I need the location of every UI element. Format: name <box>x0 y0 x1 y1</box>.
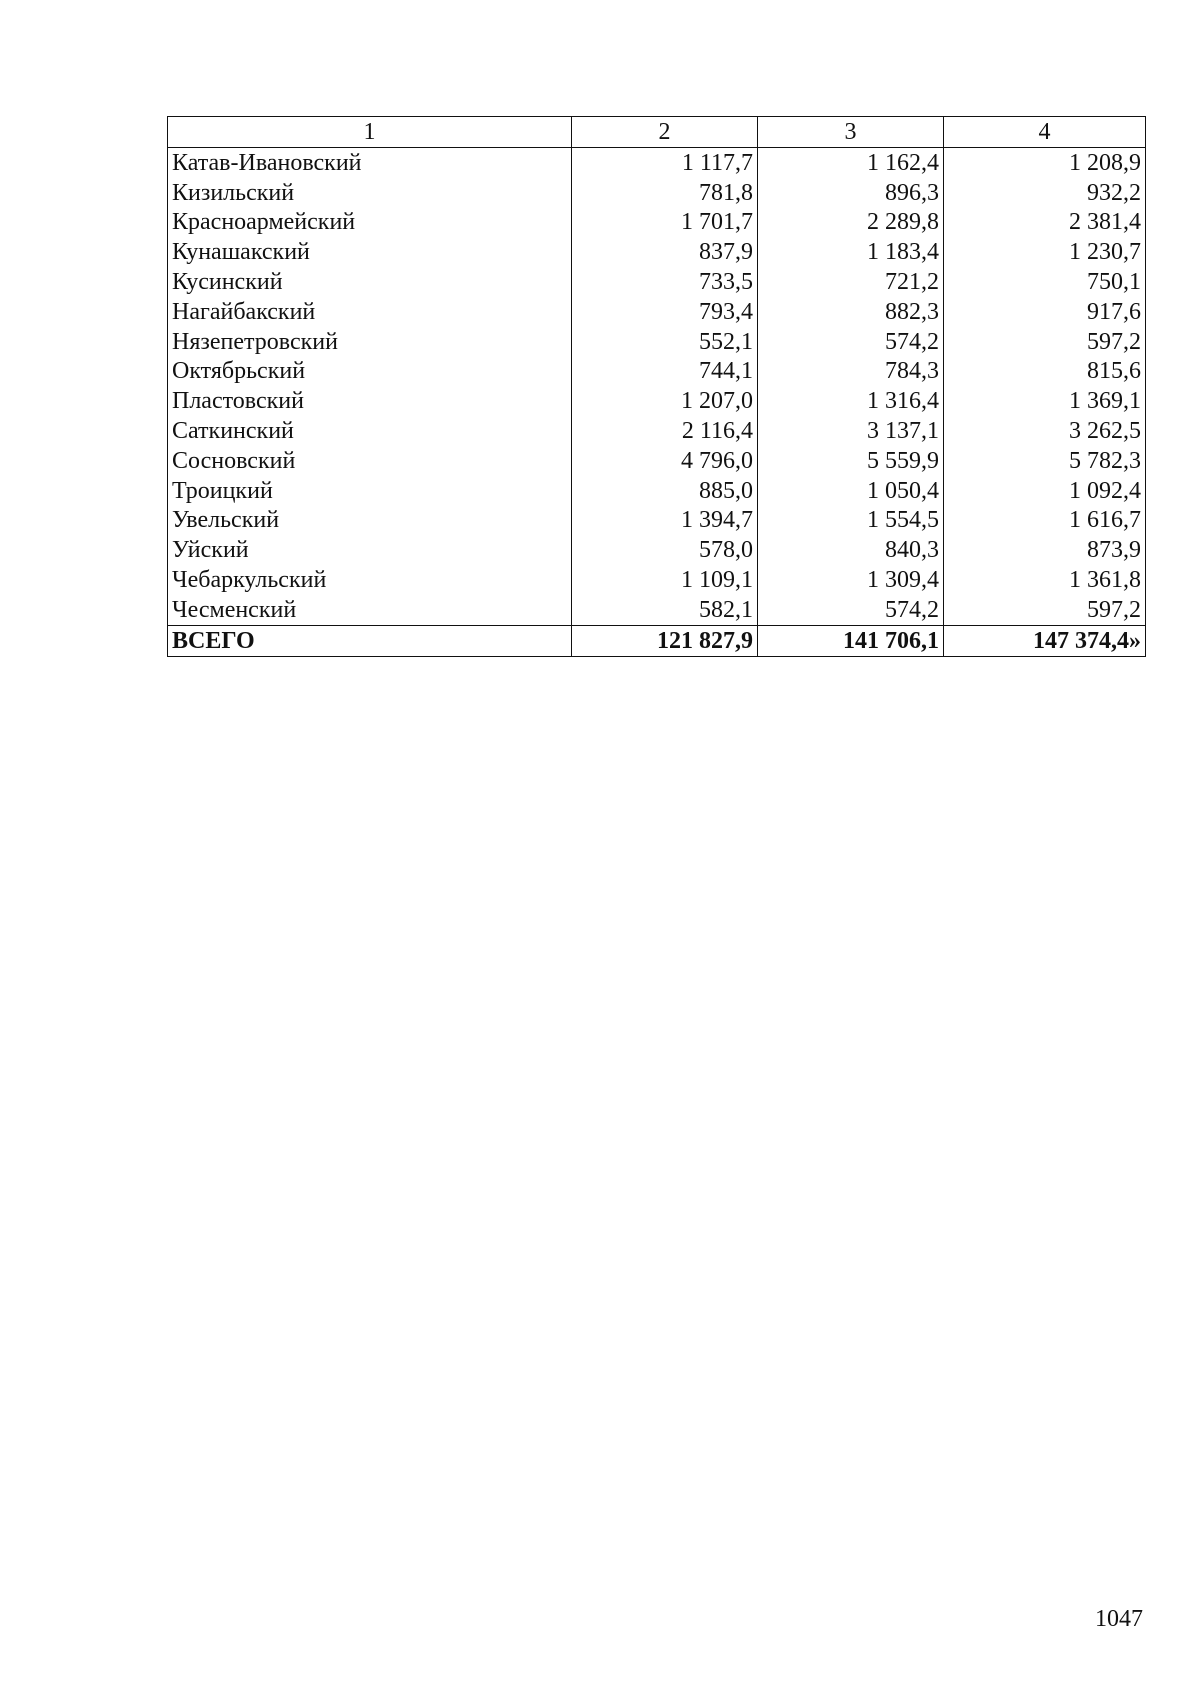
table-row <box>168 208 1146 238</box>
value-cell-col4: 1 230,7 <box>944 237 1146 267</box>
value-cell-col4: 597,2 <box>944 595 1146 625</box>
table-header <box>168 117 1146 148</box>
district-name-cell: Уйский <box>168 535 572 565</box>
value-cell-col2: 1 701,7 <box>572 208 758 238</box>
value-cell-col2: 1 109,1 <box>572 565 758 595</box>
value-cell-col3: 1 309,4 <box>758 565 944 595</box>
value-cell-col4: 873,9 <box>944 535 1146 565</box>
total-cell-col3: 141 706,1 <box>758 625 944 656</box>
column-header-4: 4 <box>944 117 1146 148</box>
value-cell-col4: 597,2 <box>944 327 1146 357</box>
value-cell-col2: 2 116,4 <box>572 416 758 446</box>
district-name-cell: Увельский <box>168 506 572 536</box>
value-cell-col3: 896,3 <box>758 178 944 208</box>
total-label: ВСЕГО <box>168 625 572 656</box>
value-cell-col3: 1 316,4 <box>758 386 944 416</box>
table-row <box>168 237 1146 267</box>
district-name-cell: Троицкий <box>168 476 572 506</box>
value-cell-col2: 885,0 <box>572 476 758 506</box>
district-name-cell: Чесменский <box>168 595 572 625</box>
value-cell-col2: 582,1 <box>572 595 758 625</box>
table-row <box>168 446 1146 476</box>
district-name-cell: Чебаркульский <box>168 565 572 595</box>
value-cell-col4: 1 369,1 <box>944 386 1146 416</box>
value-cell-col2: 793,4 <box>572 297 758 327</box>
value-cell-col3: 3 137,1 <box>758 416 944 446</box>
total-cell-col2: 121 827,9 <box>572 625 758 656</box>
value-cell-col3: 721,2 <box>758 267 944 297</box>
total-row <box>168 625 1146 656</box>
table-row <box>168 357 1146 387</box>
value-cell-col3: 1 050,4 <box>758 476 944 506</box>
value-cell-col2: 578,0 <box>572 535 758 565</box>
table-row <box>168 565 1146 595</box>
value-cell-col3: 1 162,4 <box>758 148 944 178</box>
district-name-cell: Кусинский <box>168 267 572 297</box>
value-cell-col2: 733,5 <box>572 267 758 297</box>
table-row <box>168 535 1146 565</box>
district-name-cell: Кунашакский <box>168 237 572 267</box>
column-header-2: 2 <box>572 117 758 148</box>
value-cell-col2: 781,8 <box>572 178 758 208</box>
value-cell-col3: 784,3 <box>758 357 944 387</box>
table-row <box>168 476 1146 506</box>
value-cell-col2: 744,1 <box>572 357 758 387</box>
table-body <box>168 148 1146 657</box>
table-row <box>168 416 1146 446</box>
value-cell-col2: 837,9 <box>572 237 758 267</box>
value-cell-col2: 1 207,0 <box>572 386 758 416</box>
value-cell-col4: 1 361,8 <box>944 565 1146 595</box>
table-row <box>168 148 1146 178</box>
value-cell-col2: 1 117,7 <box>572 148 758 178</box>
district-name-cell: Красноармейский <box>168 208 572 238</box>
value-cell-col4: 3 262,5 <box>944 416 1146 446</box>
value-cell-col4: 1 208,9 <box>944 148 1146 178</box>
table-row <box>168 178 1146 208</box>
district-name-cell: Нагайбакский <box>168 297 572 327</box>
value-cell-col4: 5 782,3 <box>944 446 1146 476</box>
district-name-cell: Катав-Ивановский <box>168 148 572 178</box>
district-name-cell: Пластовский <box>168 386 572 416</box>
district-name-cell: Октябрьский <box>168 357 572 387</box>
value-cell-col2: 552,1 <box>572 327 758 357</box>
total-cell-col4: 147 374,4» <box>944 625 1146 656</box>
district-name-cell: Саткинский <box>168 416 572 446</box>
value-cell-col3: 1 554,5 <box>758 506 944 536</box>
value-cell-col4: 750,1 <box>944 267 1146 297</box>
value-cell-col3: 840,3 <box>758 535 944 565</box>
value-cell-col3: 1 183,4 <box>758 237 944 267</box>
district-name-cell: Кизильский <box>168 178 572 208</box>
header-row <box>168 117 1146 148</box>
table-row <box>168 327 1146 357</box>
value-cell-col3: 882,3 <box>758 297 944 327</box>
district-name-cell: Сосновский <box>168 446 572 476</box>
value-cell-col4: 1 616,7 <box>944 506 1146 536</box>
page-number: 1047 <box>1095 1606 1143 1632</box>
value-cell-col3: 2 289,8 <box>758 208 944 238</box>
value-cell-col4: 1 092,4 <box>944 476 1146 506</box>
table-row <box>168 506 1146 536</box>
value-cell-col2: 1 394,7 <box>572 506 758 536</box>
value-cell-col3: 574,2 <box>758 595 944 625</box>
table-row <box>168 297 1146 327</box>
table-row <box>168 595 1146 625</box>
value-cell-col4: 932,2 <box>944 178 1146 208</box>
value-cell-col3: 574,2 <box>758 327 944 357</box>
budget-table <box>167 116 1146 657</box>
value-cell-col4: 2 381,4 <box>944 208 1146 238</box>
value-cell-col4: 917,6 <box>944 297 1146 327</box>
value-cell-col4: 815,6 <box>944 357 1146 387</box>
value-cell-col2: 4 796,0 <box>572 446 758 476</box>
column-header-3: 3 <box>758 117 944 148</box>
district-name-cell: Нязепетровский <box>168 327 572 357</box>
table-row <box>168 267 1146 297</box>
value-cell-col3: 5 559,9 <box>758 446 944 476</box>
table-row <box>168 386 1146 416</box>
column-header-1: 1 <box>168 117 572 148</box>
